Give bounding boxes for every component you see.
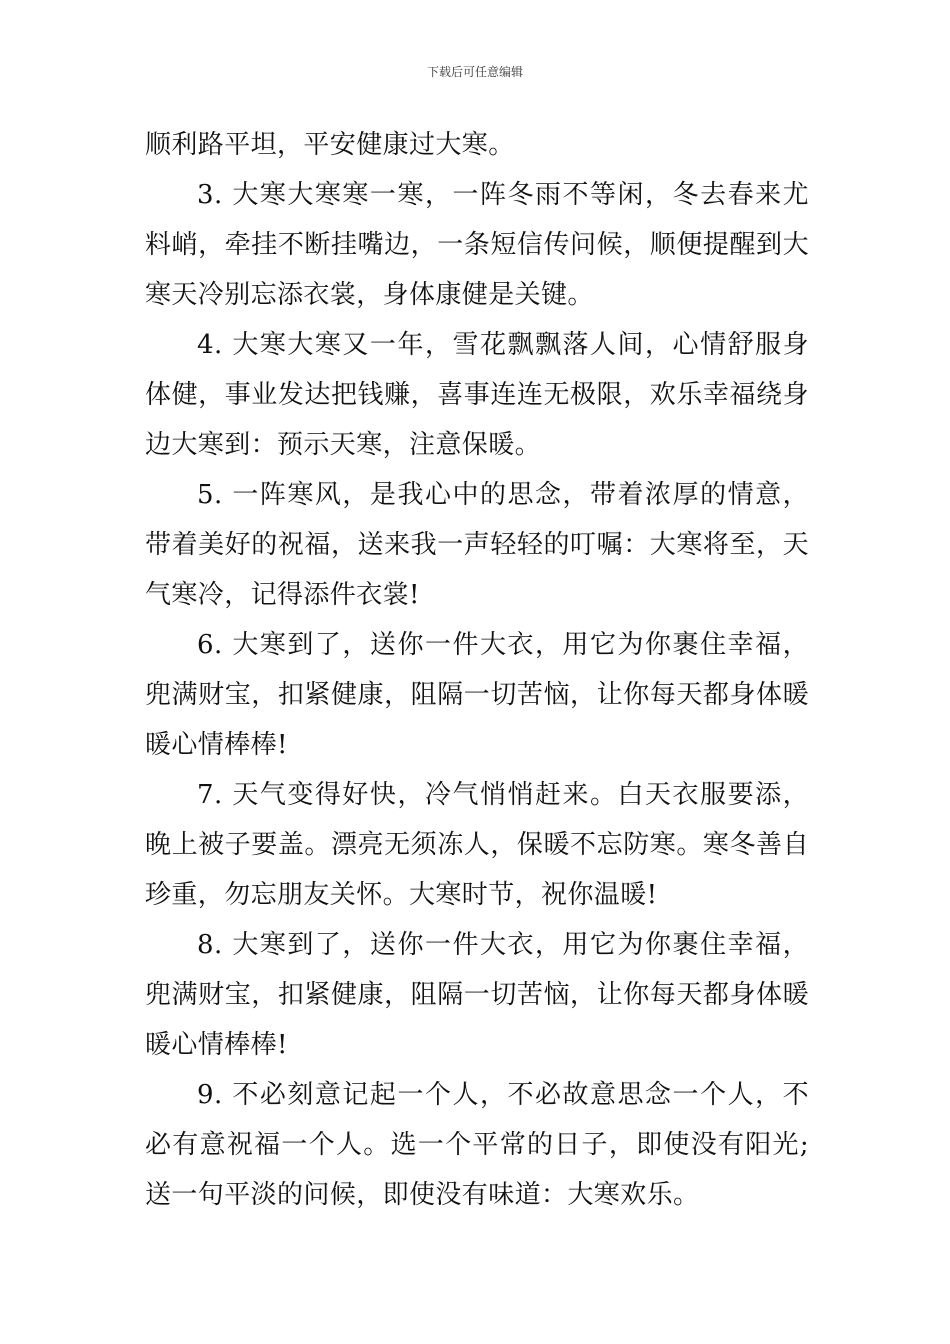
document-body [145,120,809,1220]
page-header: 下载后可任意编辑 [426,65,523,79]
paragraph-continuation: 顺利路平坦，平安健康过大寒。 [145,130,515,160]
paragraph-item-4: 4. 大寒大寒又一年，雪花飘飘落人间，心情舒服身体健，事业发达把钱赚，喜事连连无极限，欢乐幸福绕身边大寒到：预示天寒，注意保暖。 [145,330,809,460]
paragraph-item-9: 9. 不必刻意记起一个人，不必故意思念一个人，不必有意祝福一个人。选一个平常的日子，即使没有阳光;送一句平淡的问候，即使没有味道：大寒欢乐。 [145,1080,809,1210]
paragraph-item-8: 8. 大寒到了，送你一件大衣，用它为你裹住幸福，兜满财宝，扣紧健康，阻隔一切苦恼，让你每天都身体暖暖心情棒棒! [145,930,809,1060]
paragraph-item-7: 7. 天气变得好快，冷气悄悄赶来。白天衣服要添，晚上被子要盖。漂亮无须冻人，保暖不忘防寒。寒冬善自珍重，勿忘朋友关怀。大寒时节，祝你温暖! [145,780,809,910]
paragraph-item-5: 5. 一阵寒风，是我心中的思念，带着浓厚的情意，带着美好的祝福，送来我一声轻轻的叮嘱：大寒将至，天气寒冷，记得添件衣裳! [145,480,809,610]
paragraph-item-6: 6. 大寒到了，送你一件大衣，用它为你裹住幸福，兜满财宝，扣紧健康，阻隔一切苦恼，让你每天都身体暖暖心情棒棒! [145,630,809,760]
paragraph-item-3: 3. 大寒大寒寒一寒，一阵冬雨不等闲，冬去春来尤料峭，牵挂不断挂嘴边，一条短信传问候，顺便提醒到大寒天冷别忘添衣裳，身体康健是关键。 [145,180,809,310]
